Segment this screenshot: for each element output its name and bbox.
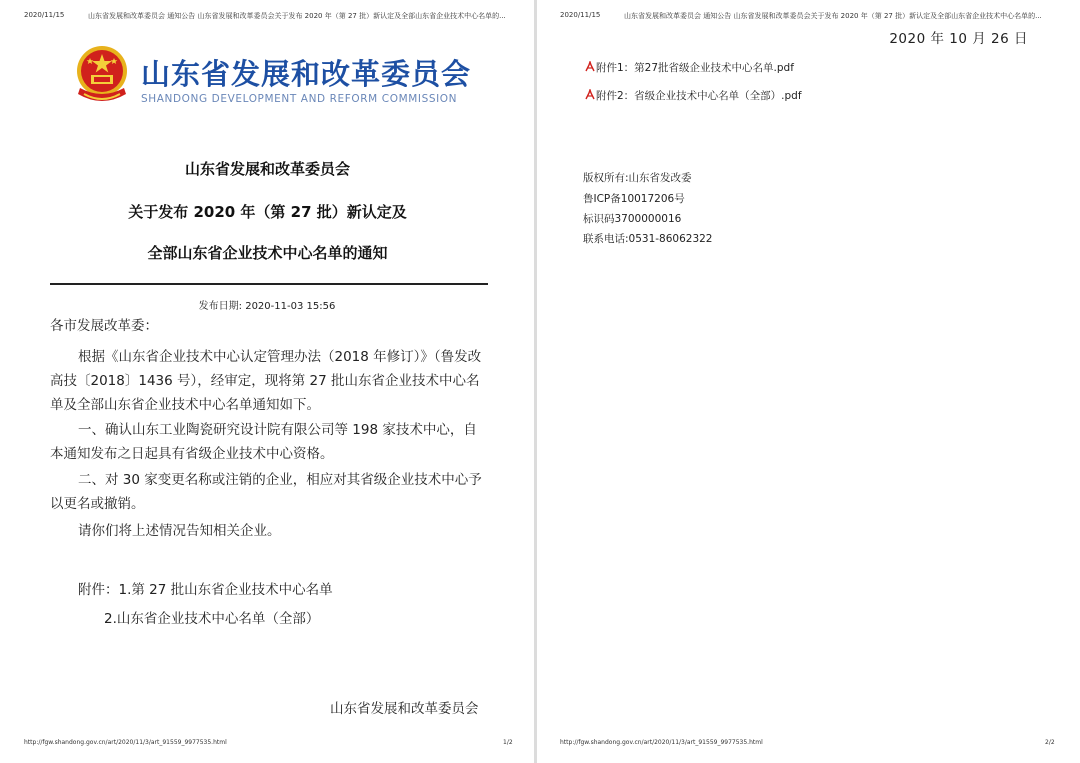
title-line-3: 全部山东省企业技术中心名单的通知 xyxy=(147,244,388,262)
contact-phone: 联系电话:0531-86062322 xyxy=(583,233,713,245)
document-page-1 xyxy=(0,0,534,763)
header-date: 2020/11/15 xyxy=(560,11,601,19)
attachment-link-1[interactable] xyxy=(585,60,794,75)
paragraph-2: 一、确认山东工业陶瓷研究设计院有限公司等 198 家技术中心，自本通知发布之日起具有省级企业技术中心资格。 xyxy=(50,422,477,462)
footer-url[interactable]: http://fgw.shandong.gov.cn/art/2020/11/3/art_91559_9977535.html xyxy=(560,739,763,746)
header-title: 山东省发展和改革委员会 通知公告 山东省发展和改革委员会关于发布 2020 年（第 27 批）新认定及全部山东省企业技术中心名单的... xyxy=(624,12,1042,20)
attachment-label-1[interactable]: 附件1：第27批省级企业技术中心名单.pdf xyxy=(596,62,794,74)
national-emblem-icon xyxy=(72,44,132,110)
footer-page-number: 1/2 xyxy=(503,739,513,746)
publish-date: 发布日期: 2020-11-03 15:56 xyxy=(198,301,336,312)
header-date: 2020/11/15 xyxy=(24,11,65,19)
logo-text-en: SHANDONG DEVELOPMENT AND REFORM COMMISSION xyxy=(141,93,458,105)
paragraph-4: 请你们将上述情况告知相关企业。 xyxy=(78,523,281,539)
logo-text-cn: 山东省发展和改革委员会 xyxy=(141,57,472,91)
icp-number: 鲁ICP备10017206号 xyxy=(583,193,685,205)
signoff: 山东省发展和改革委员会 xyxy=(330,701,479,717)
attachments-line-2: 2.山东省企业技术中心名单（全部） xyxy=(104,611,320,627)
paragraph-3: 二、对 30 家变更名称或注销的企业，相应对其省级企业技术中心予以更名或撤销。 xyxy=(50,472,482,512)
copyright-owner: 版权所有:山东省发改委 xyxy=(583,172,692,184)
paragraph-1: 根据《山东省企业技术中心认定管理办法（2018 年修订）》（鲁发改高技〔2018〕1436 号），经审定，现将第 27 批山东省企业技术中心名单及全部山东省企业技术中心名单通知如下。 xyxy=(50,349,482,413)
header-title: 山东省发展和改革委员会 通知公告 山东省发展和改革委员会关于发布 2020 年（第 27 批）新认定及全部山东省企业技术中心名单的... xyxy=(88,12,506,20)
pdf-icon xyxy=(585,61,595,72)
salutation: 各市发展改革委： xyxy=(50,318,158,334)
pdf-icon xyxy=(585,89,595,100)
footer-url[interactable]: http://fgw.shandong.gov.cn/art/2020/11/3/art_91559_9977535.html xyxy=(24,739,227,746)
attachments-line-1: 附件：1.第 27 批山东省企业技术中心名单 xyxy=(78,582,333,598)
footer-page-number: 2/2 xyxy=(1045,739,1055,746)
document-date: 2020 年 10 月 26 日 xyxy=(889,31,1028,47)
site-code: 标识码3700000016 xyxy=(583,213,682,225)
document-page-2 xyxy=(537,0,1080,763)
title-line-1: 山东省发展和改革委员会 xyxy=(184,160,350,178)
attachment-label-2[interactable]: 附件2：省级企业技术中心名单（全部）.pdf xyxy=(596,90,802,102)
attachment-link-2[interactable] xyxy=(585,88,802,103)
title-line-2: 关于发布 2020 年（第 27 批）新认定及 xyxy=(128,203,407,221)
title-divider xyxy=(50,283,488,285)
